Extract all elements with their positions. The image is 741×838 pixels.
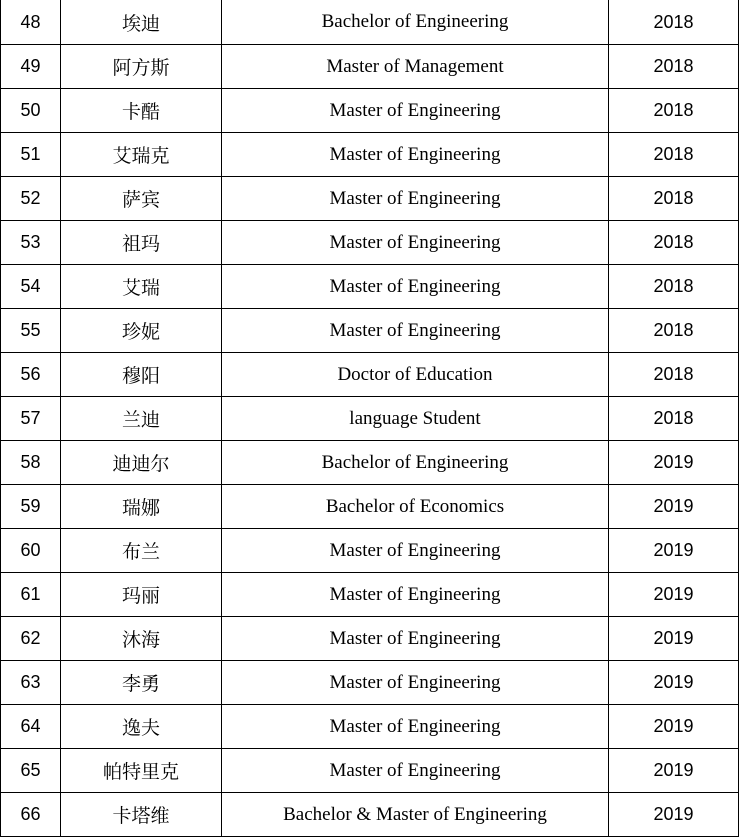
degree: Doctor of Education	[222, 353, 609, 397]
student-name: 瑞娜	[61, 485, 222, 529]
degree: Master of Engineering	[222, 573, 609, 617]
student-name: 逸夫	[61, 705, 222, 749]
table-row	[1, 705, 739, 749]
degree: Master of Engineering	[222, 309, 609, 353]
year: 2018	[609, 221, 739, 265]
year: 2018	[609, 133, 739, 177]
row-number: 62	[1, 617, 61, 661]
student-name: 祖玛	[61, 221, 222, 265]
degree: Master of Engineering	[222, 221, 609, 265]
table-row	[1, 353, 739, 397]
student-name: 萨宾	[61, 177, 222, 221]
row-number: 48	[1, 0, 61, 45]
table-row	[1, 529, 739, 573]
student-name: 迪迪尔	[61, 441, 222, 485]
year: 2018	[609, 177, 739, 221]
row-number: 56	[1, 353, 61, 397]
year: 2019	[609, 661, 739, 705]
degree: Master of Engineering	[222, 749, 609, 793]
row-number: 57	[1, 397, 61, 441]
student-name: 玛丽	[61, 573, 222, 617]
table-row	[1, 0, 739, 45]
row-number: 59	[1, 485, 61, 529]
student-name: 沐海	[61, 617, 222, 661]
year: 2018	[609, 353, 739, 397]
year: 2019	[609, 793, 739, 837]
degree: Master of Engineering	[222, 133, 609, 177]
degree: Master of Engineering	[222, 661, 609, 705]
year: 2019	[609, 573, 739, 617]
year: 2019	[609, 705, 739, 749]
table-row	[1, 45, 739, 89]
row-number: 61	[1, 573, 61, 617]
student-name: 埃迪	[61, 0, 222, 45]
table-row	[1, 221, 739, 265]
table-row	[1, 177, 739, 221]
degree: Master of Engineering	[222, 705, 609, 749]
student-name: 珍妮	[61, 309, 222, 353]
degree: Bachelor of Engineering	[222, 441, 609, 485]
student-name: 卡塔维	[61, 793, 222, 837]
student-name: 兰迪	[61, 397, 222, 441]
row-number: 65	[1, 749, 61, 793]
degree: Master of Engineering	[222, 265, 609, 309]
year: 2018	[609, 397, 739, 441]
row-number: 64	[1, 705, 61, 749]
student-name: 李勇	[61, 661, 222, 705]
row-number: 63	[1, 661, 61, 705]
row-number: 54	[1, 265, 61, 309]
year: 2018	[609, 265, 739, 309]
degree: Master of Engineering	[222, 89, 609, 133]
table-row	[1, 441, 739, 485]
table-row	[1, 573, 739, 617]
student-name: 艾瑞克	[61, 133, 222, 177]
degree: Bachelor & Master of Engineering	[222, 793, 609, 837]
student-name: 艾瑞	[61, 265, 222, 309]
degree: Master of Engineering	[222, 617, 609, 661]
table-row	[1, 265, 739, 309]
degree: Bachelor of Economics	[222, 485, 609, 529]
row-number: 66	[1, 793, 61, 837]
student-name: 帕特里克	[61, 749, 222, 793]
degree: Master of Engineering	[222, 529, 609, 573]
row-number: 55	[1, 309, 61, 353]
degree: Master of Management	[222, 45, 609, 89]
year: 2019	[609, 485, 739, 529]
table-row	[1, 749, 739, 793]
student-name: 布兰	[61, 529, 222, 573]
year: 2019	[609, 749, 739, 793]
row-number: 50	[1, 89, 61, 133]
row-number: 52	[1, 177, 61, 221]
row-number: 49	[1, 45, 61, 89]
degree: Master of Engineering	[222, 177, 609, 221]
student-table-body	[1, 0, 739, 837]
degree: language Student	[222, 397, 609, 441]
table-row	[1, 309, 739, 353]
table-row	[1, 485, 739, 529]
year: 2018	[609, 309, 739, 353]
student-name: 穆阳	[61, 353, 222, 397]
student-name: 卡酷	[61, 89, 222, 133]
year: 2019	[609, 441, 739, 485]
year: 2019	[609, 529, 739, 573]
degree: Bachelor of Engineering	[222, 0, 609, 45]
table-row	[1, 133, 739, 177]
row-number: 53	[1, 221, 61, 265]
table-row	[1, 89, 739, 133]
year: 2018	[609, 0, 739, 45]
table-row	[1, 397, 739, 441]
year: 2019	[609, 617, 739, 661]
table-row	[1, 617, 739, 661]
year: 2018	[609, 89, 739, 133]
table-row	[1, 661, 739, 705]
table-row	[1, 793, 739, 837]
student-name: 阿方斯	[61, 45, 222, 89]
year: 2018	[609, 45, 739, 89]
row-number: 51	[1, 133, 61, 177]
row-number: 60	[1, 529, 61, 573]
row-number: 58	[1, 441, 61, 485]
